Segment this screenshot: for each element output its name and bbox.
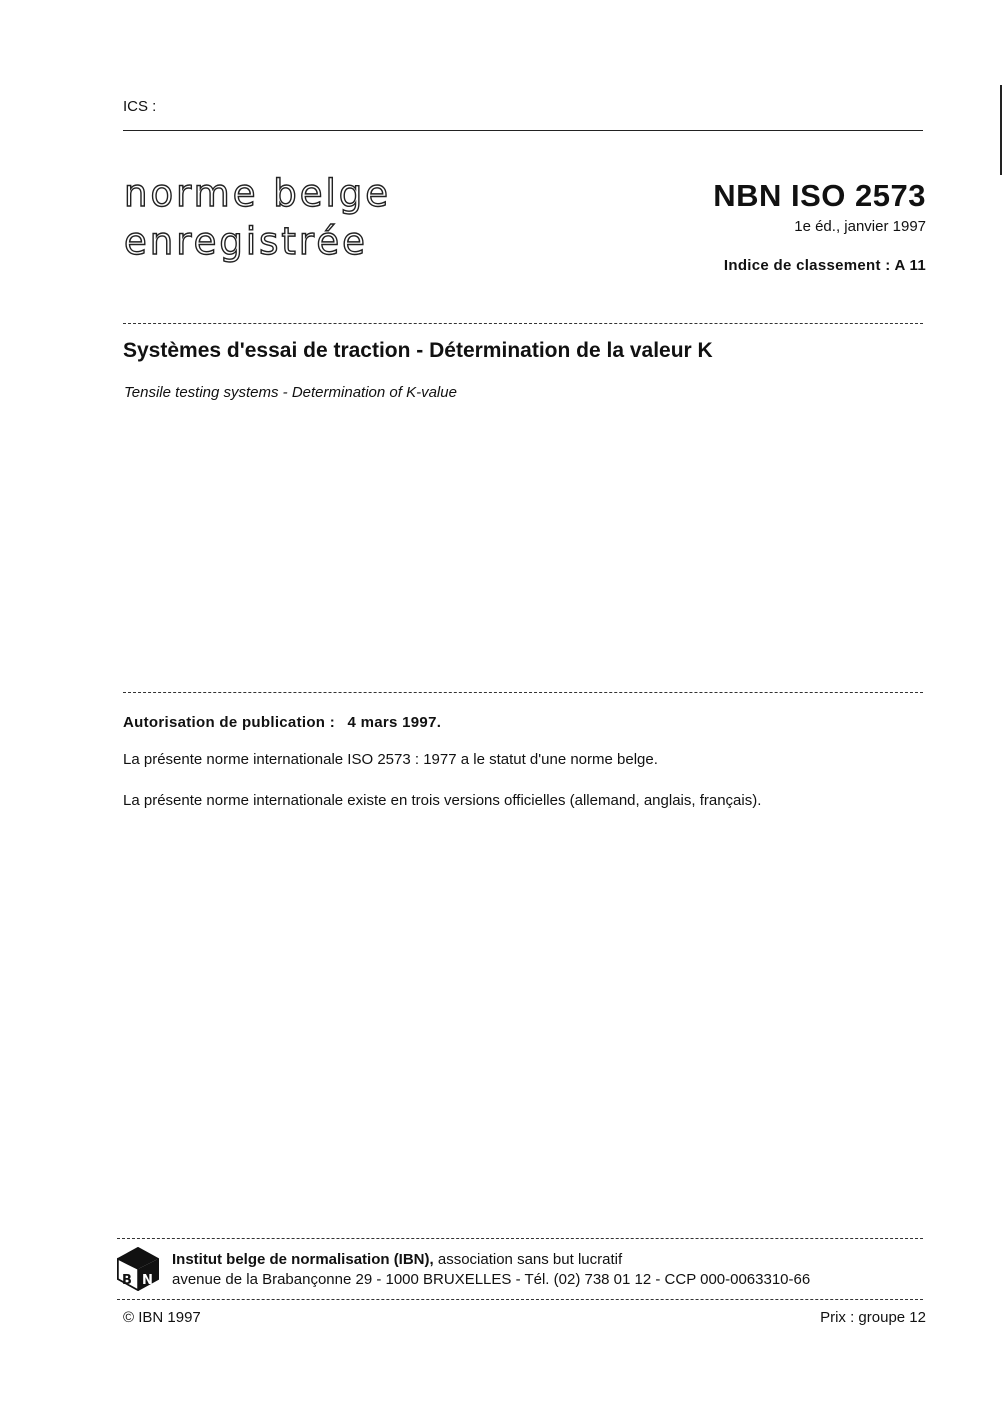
authorization-label: Autorisation de publication : (123, 714, 336, 731)
org-address: avenue de la Brabançonne 29 - 1000 BRUXELLES - Tél. (02) 738 01 12 - CCP 000-0063310-66 (172, 1271, 811, 1288)
copyright-notice: © IBN 1997 (123, 1309, 201, 1326)
brand-wordmark (124, 170, 391, 266)
footer-top-rule (117, 1238, 923, 1239)
versions-paragraph: La présente norme internationale existe en trois versions officielles (allemand, anglais, français). (123, 792, 762, 809)
standard-number: NBN ISO 2573 (713, 178, 926, 213)
org-description: association sans but lucratif (437, 1251, 623, 1268)
document-title-french: Systèmes d'essai de traction - Détermination de la valeur K (123, 339, 713, 362)
footer-bottom-rule (117, 1299, 923, 1300)
org-name: Institut belge de normalisation (IBN), (172, 1251, 434, 1268)
brand-line-2: enregistrée (124, 220, 368, 263)
document-title-english: Tensile testing systems - Determination of K-value (124, 384, 457, 401)
title-rule (123, 323, 923, 324)
classification-index (724, 257, 926, 274)
classification-label: Indice de classement : (723, 257, 891, 274)
ibn-logo-icon (117, 1247, 159, 1291)
edition-date: 1e éd., janvier 1997 (794, 218, 926, 235)
authorization-line (123, 714, 441, 731)
logo-letter-n: N (142, 1273, 153, 1288)
ics-label: ICS : (123, 98, 157, 115)
logo-letter-b: B (122, 1273, 132, 1288)
scan-edge-mark (1000, 85, 1002, 175)
status-paragraph: La présente norme internationale ISO 2573 : 1977 a le statut d'une norme belge. (123, 751, 658, 768)
body-rule (123, 692, 923, 693)
org-name-line (172, 1251, 622, 1268)
classification-value: A 11 (894, 257, 926, 274)
brand-line-1: norme belge (124, 172, 391, 215)
header-rule (123, 130, 923, 131)
price-group: Prix : groupe 12 (820, 1309, 926, 1326)
authorization-date: 4 mars 1997. (347, 714, 442, 731)
